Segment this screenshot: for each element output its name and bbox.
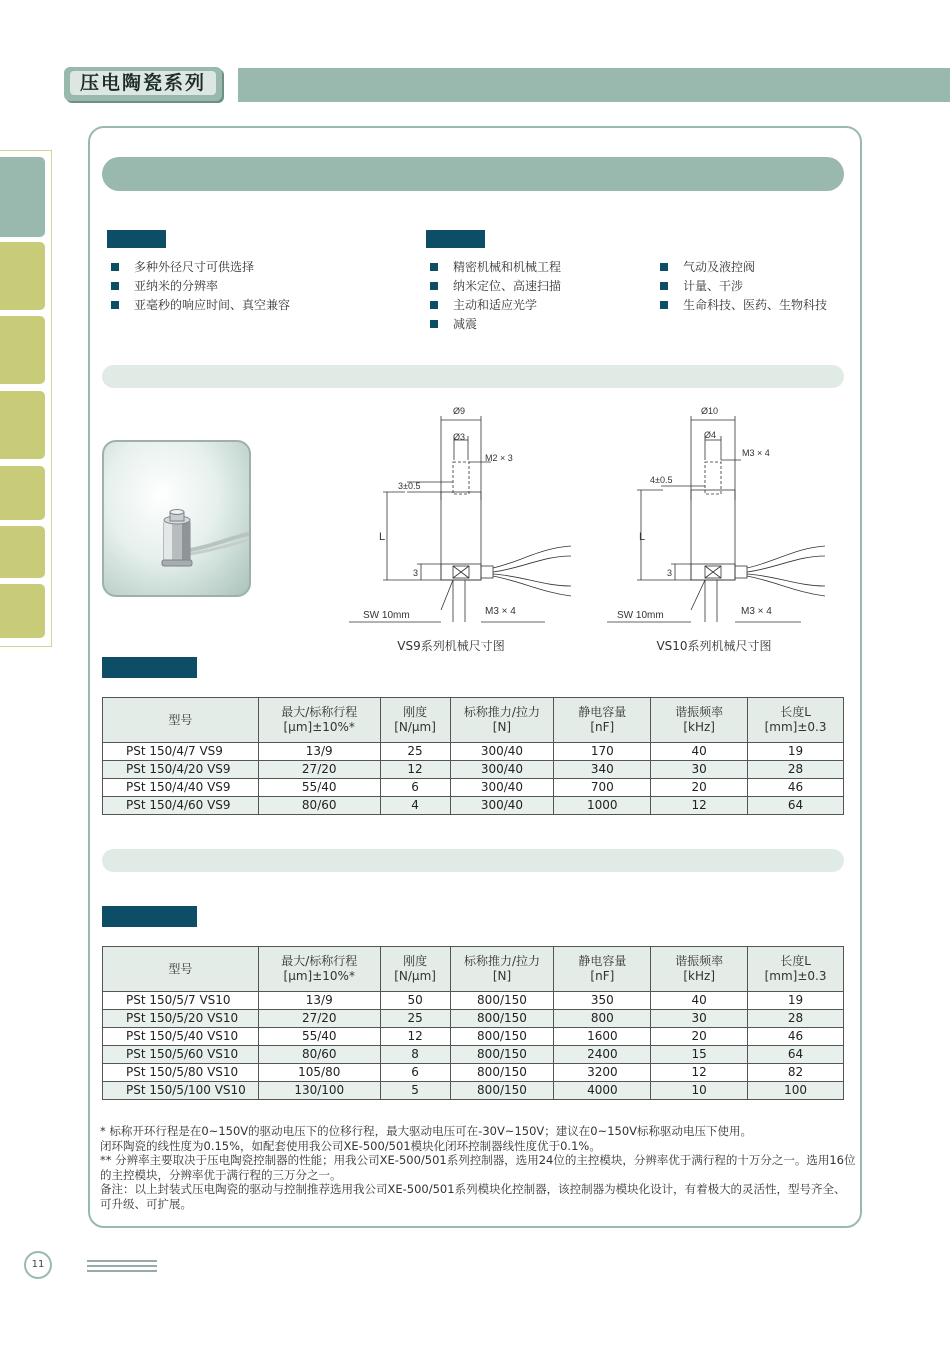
table-row: PSt 150/4/60 VS9 80/60 4 300/40 1000 12 64 <box>103 797 844 815</box>
bullet-square-icon <box>430 301 438 309</box>
applications-label-block <box>426 230 485 248</box>
table-row: PSt 150/5/20 VS10 27/20 25 800/150 800 30 28 <box>103 1010 844 1028</box>
table-row: PSt 150/4/20 VS9 27/20 12 300/40 340 30 28 <box>103 761 844 779</box>
footnote-2: ** 分辨率主要取决于压电陶瓷控制器的性能；用我公司XE-500/501系列控制器，选用24位的主控模块，分辨率优于满行程的十万分之一。选用16位的主控模块，分辨率优于满行程的三万分之一。 <box>100 1153 856 1182</box>
vs10-thread-bottom-label: M3 × 4 <box>741 606 772 617</box>
col-header-length: 长度L [mm]±0.3 <box>748 947 844 992</box>
col-header-stroke: 最大/标称行程 [μm]±10%* <box>258 698 380 743</box>
vs10-drawing-caption: VS10系列机械尺寸图 <box>656 639 772 653</box>
page-number: 11 <box>24 1251 52 1279</box>
col-header-force: 标称推力/拉力 [N] <box>450 947 554 992</box>
side-tab-7[interactable] <box>0 584 45 638</box>
header-title-box <box>64 67 222 101</box>
page-title: 压电陶瓷系列 <box>70 71 216 95</box>
col-header-model: 型号 <box>103 947 259 992</box>
col-header-stroke: 最大/标称行程 [μm]±10%* <box>258 947 380 992</box>
col-header-capacitance: 静电容量 [nF] <box>554 947 651 992</box>
vs9-length-label: L <box>379 531 386 543</box>
spec-table-vs10 <box>102 946 844 1100</box>
applications-list-1 <box>430 258 561 334</box>
vs9-inner-dia-label: Ø3 <box>453 432 466 442</box>
side-tab-5[interactable] <box>0 466 45 520</box>
side-tab-3[interactable] <box>0 316 45 384</box>
footnote-1: * 标称开环行程是在0~150V的驱动电压下的位移行程，最大驱动电压可在-30V~150V；建议在0~150V标称驱动电压下使用。 <box>100 1124 753 1138</box>
bullet-square-icon <box>111 282 119 290</box>
col-header-force: 标称推力/拉力 [N] <box>450 698 554 743</box>
bullet-square-icon <box>111 263 119 271</box>
col-header-model: 型号 <box>103 698 259 743</box>
side-tab-1[interactable] <box>0 157 45 237</box>
list-item: 减震 <box>430 315 561 334</box>
section-divider-bar-2 <box>102 849 844 872</box>
footer-decoration <box>87 1260 157 1275</box>
table-vs10-label-block <box>102 906 197 927</box>
applications-list-2 <box>660 258 827 315</box>
col-header-resonance: 谐振频率 [kHz] <box>651 947 748 992</box>
list-item: 多种外径尺寸可供选择 <box>111 258 290 277</box>
table-header-row <box>103 947 844 992</box>
list-item: 气动及液控阀 <box>660 258 827 277</box>
bullet-square-icon <box>111 301 119 309</box>
bullet-square-icon <box>430 263 438 271</box>
col-header-length: 长度L [mm]±0.3 <box>748 698 844 743</box>
product-photo <box>102 440 251 597</box>
footnote-remark: 备注：以上封装式压电陶瓷的驱动与控制推荐选用我公司XE-500/501系列模块化控制器，该控制器为模块化设计，有着极大的灵活性，型号齐全、可升级、可扩展。 <box>100 1182 846 1211</box>
col-header-resonance: 谐振频率 [kHz] <box>651 698 748 743</box>
vs9-drawing-caption: VS9系列机械尺寸图 <box>397 639 505 653</box>
table-row: PSt 150/5/100 VS10 130/100 5 800/150 4000 10 100 <box>103 1082 844 1100</box>
bullet-square-icon <box>660 301 668 309</box>
list-item: 计量、干涉 <box>660 277 827 296</box>
table-row: PSt 150/5/40 VS10 55/40 12 800/150 1600 20 46 <box>103 1028 844 1046</box>
col-header-stiffness: 刚度 [N/μm] <box>380 698 450 743</box>
table-vs9-label-block <box>102 657 197 678</box>
list-item: 纳米定位、高速扫描 <box>430 277 561 296</box>
table-row: PSt 150/5/60 VS10 80/60 8 800/150 2400 15 64 <box>103 1046 844 1064</box>
footnotes <box>100 1124 856 1212</box>
bullet-square-icon <box>430 320 438 328</box>
bullet-square-icon <box>430 282 438 290</box>
vs9-depth-label: 3±0.5 <box>398 481 421 491</box>
col-header-capacitance: 静电容量 [nF] <box>554 698 651 743</box>
table-header-row <box>103 698 844 743</box>
vs10-wrench-label: SW 10mm <box>617 610 664 621</box>
vs9-thread-bottom-label: M3 × 4 <box>485 606 516 617</box>
table-row: PSt 150/4/7 VS9 13/9 25 300/40 170 40 19 <box>103 743 844 761</box>
col-header-stiffness: 刚度 [N/μm] <box>380 947 450 992</box>
table-row: PSt 150/4/40 VS9 55/40 6 300/40 700 20 46 <box>103 779 844 797</box>
spec-table-vs9 <box>102 697 844 815</box>
table-row: PSt 150/5/7 VS10 13/9 50 800/150 350 40 19 <box>103 992 844 1010</box>
header-bar <box>238 68 950 102</box>
footnote-1b: 闭环陶瓷的线性度为0.15%，如配套使用我公司XE-500/501模块化闭环控制器线性度优于0.1%。 <box>100 1138 601 1153</box>
section-divider-bar <box>102 365 844 388</box>
vs10-drawing <box>603 400 843 630</box>
features-label-block <box>107 230 166 248</box>
vs10-inner-dia-label: Ø4 <box>704 430 717 440</box>
vs10-length-label: L <box>639 531 646 543</box>
vs9-drawing <box>345 400 585 630</box>
vs9-wrench-label: SW 10mm <box>363 610 410 621</box>
list-item: 亚纳米的分辨率 <box>111 277 290 296</box>
side-tab-6[interactable] <box>0 526 45 578</box>
vs10-outer-dia-label: Ø10 <box>701 406 719 416</box>
vs9-outer-dia-label: Ø9 <box>453 406 466 416</box>
piezo-actuator-image <box>104 442 249 595</box>
side-tab-2[interactable] <box>0 242 45 310</box>
list-item: 主动和适应光学 <box>430 296 561 315</box>
vs9-thread-top-label: M2 × 3 <box>485 453 513 463</box>
table-row: PSt 150/5/80 VS10 105/80 6 800/150 3200 12 82 <box>103 1064 844 1082</box>
vs10-depth-label: 4±0.5 <box>650 475 673 485</box>
list-item: 生命科技、医药、生物科技 <box>660 296 827 315</box>
features-list <box>111 258 290 315</box>
vs10-thread-top-label: M3 × 4 <box>742 448 770 458</box>
list-item: 精密机械和机械工程 <box>430 258 561 277</box>
side-tab-4[interactable] <box>0 391 45 459</box>
vs10-base-label: 3 <box>667 568 673 578</box>
section-title-bar <box>102 157 844 191</box>
bullet-square-icon <box>660 282 668 290</box>
list-item: 亚毫秒的响应时间、真空兼容 <box>111 296 290 315</box>
vs9-base-label: 3 <box>413 568 419 578</box>
bullet-square-icon <box>660 263 668 271</box>
